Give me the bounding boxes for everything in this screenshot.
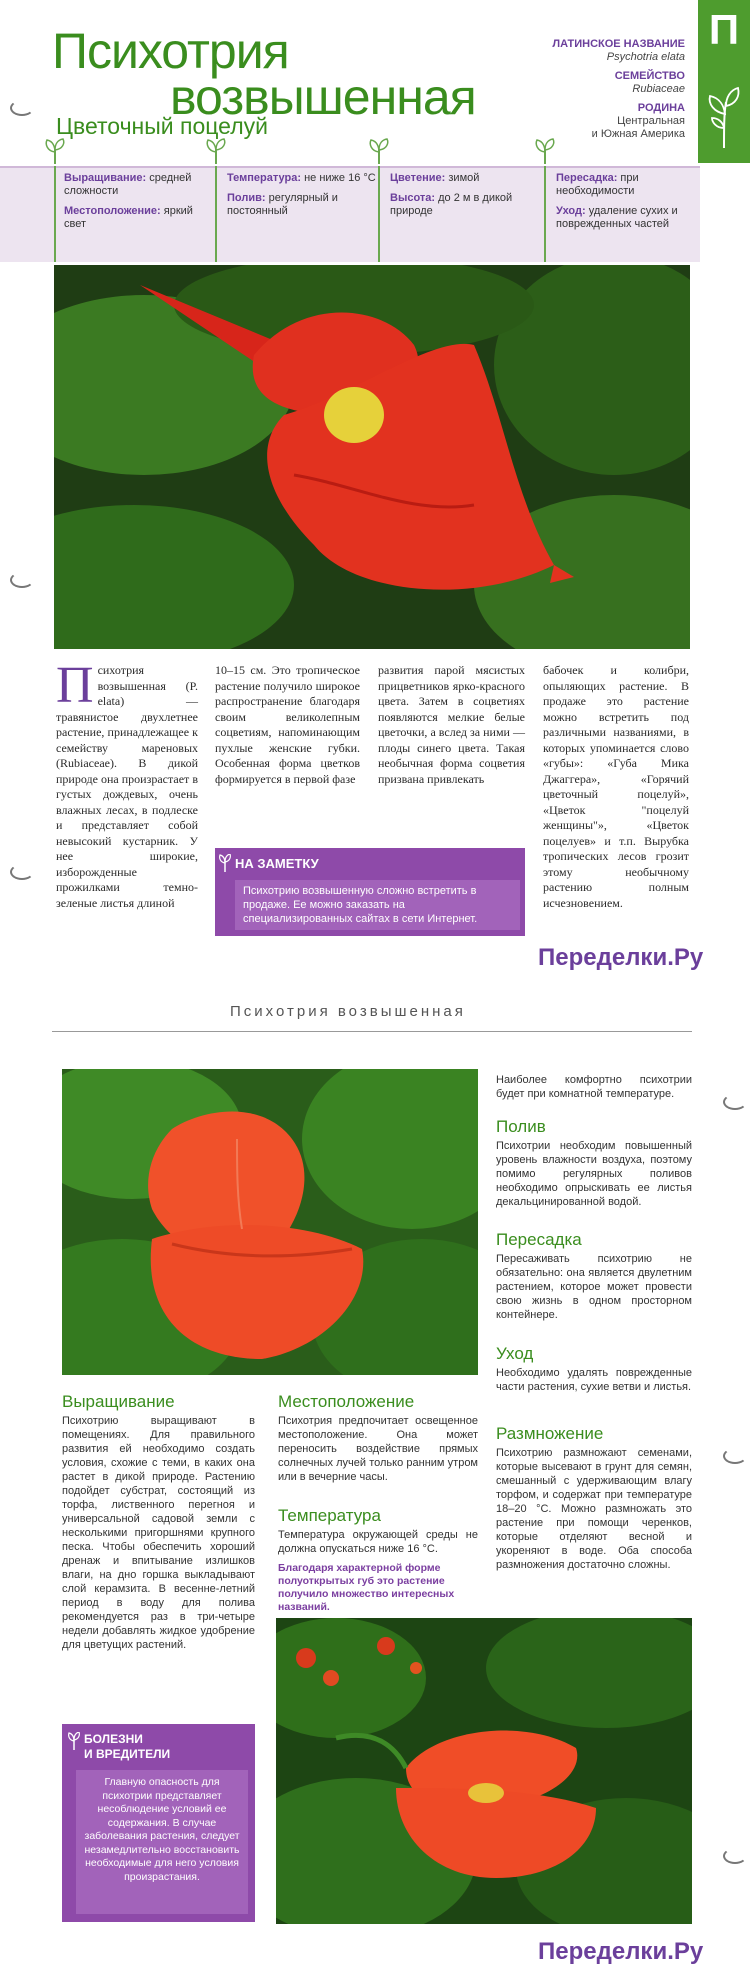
binder-hole [10, 864, 34, 880]
photo-caption: Благодаря характерной форме полуоткрытых губ это растение получило множество интересных названий. [278, 1562, 455, 1613]
facts-bar [0, 166, 700, 262]
article-column-3: развития парой мясистых прицветников ярко-красного цвета. Затем в соцветиях появляются мелкие белые цветочки, а вслед за ними — плоды синего цвета. Такая необычная форма соцветия призвана привлекать [378, 663, 525, 786]
family-label: СЕМЕЙСТВО [614, 70, 685, 82]
sprout-icon [368, 138, 390, 164]
bloom-value: зимой [445, 172, 480, 184]
page-subtitle: Цветочный поцелуй [56, 113, 268, 139]
binder-hole [723, 1094, 747, 1110]
home-value-line: Центральная [617, 115, 685, 127]
sprout-icon [205, 138, 227, 164]
care-label: Уход: [556, 205, 586, 217]
propagation-section [496, 1424, 692, 1572]
diseases-box [62, 1724, 255, 1922]
growing-text: Психотрию выращивают в помещениях. Для правильного развития ей необходимо создать условия, схожие с теми, в каких она растет в дикой природе. Растению подойдет субстрат, состоящий из торфа, лиственного перегноя и универсальной садовой земли с несколькими пригоршнями крупного песка. Чтобы обеспечить хороший дренаж и впитывание излишков влаги, на дно горшка выкладывают слой керамзита. В весенне-летний период в воду для полива рекомендуется раз в три-четыре недели добавлять жидкое удобрение для цветущих растений. [62, 1415, 255, 1651]
transplant-section [496, 1230, 692, 1322]
article-column-1 [56, 657, 198, 911]
temperature-heading: Температура [278, 1506, 381, 1525]
title-line-1: Психотрия [52, 23, 289, 79]
transplant-text: Пересаживать психотрию не обязательно: она является двулетним растением, которое может провести свою жизнь в одном просторном контейнере. [496, 1253, 692, 1321]
propagation-heading: Размножение [496, 1424, 604, 1443]
hero-flower-photo [54, 265, 690, 649]
care-heading: Уход [496, 1344, 534, 1363]
diseases-heading [84, 1732, 170, 1762]
watering-section [496, 1117, 692, 1209]
flower-photo-3 [276, 1618, 692, 1924]
temperature-value: не ниже 16 °С [301, 172, 376, 184]
drop-cap: П [56, 657, 94, 714]
latin-label: ЛАТИНСКОЕ НАЗВАНИЕ [552, 38, 685, 50]
transplant-heading: Пересадка [496, 1230, 582, 1249]
bloom-label: Цветение: [390, 172, 446, 184]
sprout-icon [534, 138, 556, 164]
care-text: Необходимо удалять поврежденные части растения, сухие ветви и листья. [496, 1367, 692, 1393]
location-section [278, 1392, 478, 1484]
article-column-4: бабочек и колибри, опыляющих растение. В продаже это растение можно встретить под различными названиями, в которых упоминается слово «губы»: «Губа Мика Джаггера», «Горячий цветочный поцелуй», «Цветок "поцелуй женщины"», «Цветок поцелуев» и т.п. Вырубка тропических лесов грозит этому необычному растению полным исчезновением. [543, 663, 689, 910]
watering-label: Полив: [227, 192, 266, 204]
diseases-heading-line: БОЛЕЗНИ [84, 1732, 143, 1746]
section-letter-tab [698, 0, 750, 163]
transplant-label: Пересадка: [556, 172, 618, 184]
title-rule [52, 1031, 692, 1032]
facts-column-1 [64, 172, 214, 238]
running-title: Психотрия возвышенная [230, 1003, 466, 1020]
location-heading: Местоположение [278, 1392, 415, 1411]
growing-label: Выращивание: [64, 172, 147, 184]
binder-hole [723, 1848, 747, 1864]
note-text: Психотрию возвышенную сложно встретить в продаже. Ее можно заказать на специализированных сайтах в сети Интернет. [235, 880, 520, 930]
site-watermark: Переделки.Ру [538, 1938, 704, 1965]
binder-hole [723, 1448, 747, 1464]
divider-stem [215, 166, 217, 262]
facts-column-3 [390, 172, 540, 225]
note-box [215, 848, 525, 936]
growing-heading: Выращивание [62, 1392, 175, 1411]
watering-heading: Полив [496, 1117, 546, 1136]
location-text: Психотрия предпочитает освещенное местоположение. Она может переносить воздействие прямых солнечных лучей только ранним утром или в вечерние часы. [278, 1415, 478, 1483]
height-label: Высота: [390, 192, 436, 204]
divider-stem [378, 166, 380, 262]
facts-column-2 [227, 172, 377, 225]
divider-stem [544, 166, 546, 262]
plant-icon [706, 84, 742, 148]
location-value: яркий свет [64, 205, 193, 230]
family-value: Rubiaceae [632, 83, 685, 95]
sprout-icon [68, 1732, 80, 1750]
intro-text: Наиболее комфортно психотрии будет при комнатной температуре. [496, 1074, 692, 1100]
site-watermark: Переделки.Ру [538, 944, 704, 971]
binder-hole [10, 100, 34, 116]
plant-info [530, 38, 685, 147]
diseases-text: Главную опасность для психотрии представляет несоблюдение условий ее содержания. В случае заболевания растения, следует незамедлительно восстановить необходимые для него условия произрастания. [76, 1770, 248, 1914]
binder-hole [10, 572, 34, 588]
growing-section [62, 1392, 255, 1652]
facts-column-4 [556, 172, 706, 238]
note-heading: НА ЗАМЕТКУ [235, 856, 319, 871]
temperature-text: Температура окружающей среды не должна опускаться ниже 16 °С. [278, 1529, 478, 1555]
home-value-line: и Южная Америка [591, 128, 685, 140]
height-value: до 2 м в дикой природе [390, 192, 513, 217]
transplant-value: при необходимости [556, 172, 639, 197]
title-line-2: возвышенная [170, 69, 476, 125]
flower-photo-2 [62, 1069, 478, 1375]
article-text: сихотрия возвышенная (P. elata) — травянистое двухлетнее растение, принадлежащее к семейству мареновых (Rubiaceae). В дикой природе она произрастает в густых дождевых, очень влажных лесах, в подлеске и представляет собой невысокий кустарник. У нее широкие, изборожденные прожилками темно-зеленые листья длиной [56, 663, 198, 910]
page-title [52, 23, 522, 125]
home-label: РОДИНА [637, 102, 685, 114]
location-label: Местоположение: [64, 205, 161, 217]
sprout-icon [219, 854, 231, 872]
care-value: удаление сухих и поврежденных частей [556, 205, 678, 230]
article-column-2: 10–15 см. Это тропическое растение получило широкое распространение благодаря своим великолепным соцветиям, напоминающим пухлые женские губки. Особенная форма цветков формируется в первой фазе [215, 663, 360, 786]
tab-letter: П [708, 6, 740, 53]
growing-value: средней сложности [64, 172, 192, 197]
latin-value: Psychotria elata [606, 51, 685, 63]
divider-stem [54, 166, 56, 262]
watering-text: Психотрии необходим повышенный уровень влажности воздуха, поэтому помимо регулярных поливов необходимо опрыскивать ее листья декальцинированной водой. [496, 1140, 692, 1208]
care-section [496, 1344, 692, 1394]
temperature-section [278, 1506, 478, 1556]
watering-value: регулярный и постоянный [227, 192, 338, 217]
diseases-heading-line: И ВРЕДИТЕЛИ [84, 1747, 171, 1761]
temperature-label: Температура: [227, 172, 302, 184]
sprout-icon [44, 138, 66, 164]
propagation-text: Психотрию размножают семенами, которые высевают в грунт для семян, смешанный с удерживающим влагу торфом, и содержат при температуре 18–20 °С. Можно размножать это растение при помощи черенков, которые отделяют весной и укореняют в воде. Оба способа размножения достаточно сложны. [496, 1447, 692, 1571]
